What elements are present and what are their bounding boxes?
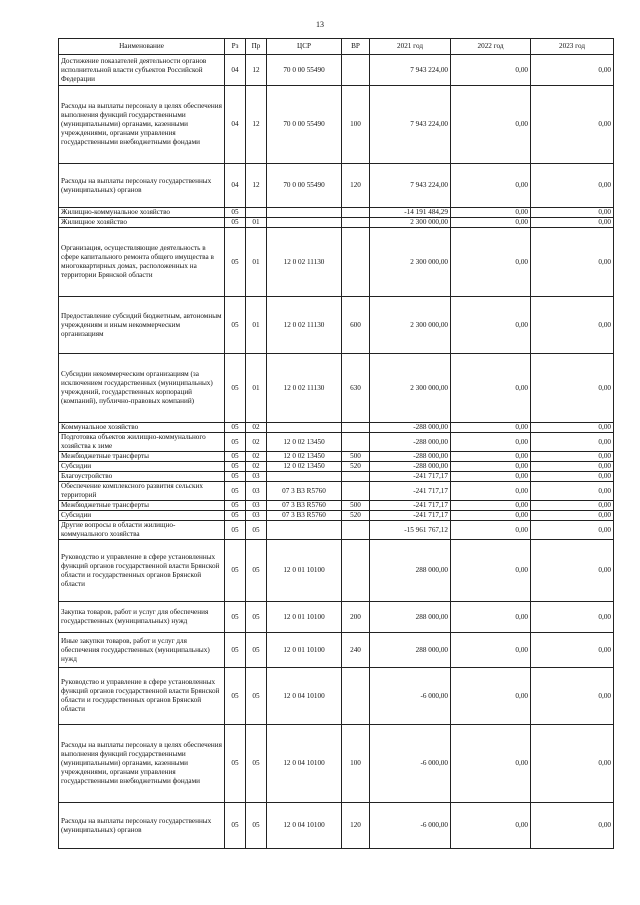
table-cell-vr: 120 [342, 164, 370, 208]
table-cell-name: Жилищно-коммунальное хозяйство [59, 208, 225, 218]
col-header-vr: ВР [342, 39, 370, 55]
table-row [59, 501, 614, 511]
table-cell-2023: 0,00 [531, 540, 614, 602]
table-cell-2021: -241 717,17 [370, 472, 451, 482]
table-cell-2023: 0,00 [531, 602, 614, 633]
col-header-2021: 2021 год [370, 39, 451, 55]
table-cell-name: Руководство и управление в сфере установленных функций органов государственной власти Брянской области и государственных органов Брянской области [59, 540, 225, 602]
table-cell-2022: 0,00 [451, 511, 531, 521]
table-cell-2021: -6 000,00 [370, 668, 451, 725]
table-cell-rz: 05 [225, 433, 246, 452]
col-header-csr: ЦСР [267, 39, 342, 55]
table-row [59, 482, 614, 501]
table-cell-2023: 0,00 [531, 452, 614, 462]
table-cell-2021: 2 300 000,00 [370, 297, 451, 354]
table-row [59, 208, 614, 218]
table-cell-name: Закупка товаров, работ и услуг для обеспечения государственных (муниципальных) нужд [59, 602, 225, 633]
table-cell-2023: 0,00 [531, 633, 614, 668]
table-cell-csr: 07 3 В3 R5760 [267, 501, 342, 511]
table-cell-pr: 05 [246, 633, 267, 668]
table-cell-csr: 12 0 04 10100 [267, 725, 342, 803]
table-cell-pr: 01 [246, 228, 267, 297]
table-cell-2021: -14 191 484,29 [370, 208, 451, 218]
table-cell-2023: 0,00 [531, 482, 614, 501]
table-cell-2023: 0,00 [531, 218, 614, 228]
table-cell-2021: 7 943 224,00 [370, 55, 451, 86]
table-cell-2021: -6 000,00 [370, 725, 451, 803]
table-cell-2022: 0,00 [451, 602, 531, 633]
table-cell-2022: 0,00 [451, 725, 531, 803]
table-cell-2021: 288 000,00 [370, 540, 451, 602]
table-cell-pr: 12 [246, 164, 267, 208]
table-cell-2022: 0,00 [451, 472, 531, 482]
table-cell-name: Достижение показателей деятельности органов исполнительной власти субъектов Российской Федерации [59, 55, 225, 86]
table-cell-rz: 04 [225, 86, 246, 164]
table-cell-2023: 0,00 [531, 297, 614, 354]
table-cell-name: Предоставление субсидий бюджетным, автономным учреждениям и иным некоммерческим организациям [59, 297, 225, 354]
table-cell-name: Другие вопросы в области жилищно-коммунального хозяйства [59, 521, 225, 540]
table-cell-2021: 2 300 000,00 [370, 354, 451, 423]
table-cell-2023: 0,00 [531, 521, 614, 540]
table-cell-name: Иные закупки товаров, работ и услуг для обеспечения государственных (муниципальных) нужд [59, 633, 225, 668]
table-cell-pr: 05 [246, 803, 267, 849]
table-cell-name: Организация, осуществляющие деятельность в сфере капитального ремонта общего имущества в многоквартирных домах, расположенных на территории Брянской области [59, 228, 225, 297]
table-cell-vr: 200 [342, 602, 370, 633]
table-cell-rz: 05 [225, 501, 246, 511]
table-cell-csr [267, 521, 342, 540]
table-cell-2021: -241 717,17 [370, 482, 451, 501]
table-cell-vr [342, 482, 370, 501]
table-cell-csr: 12 0 02 11130 [267, 297, 342, 354]
table-cell-csr: 12 0 02 13450 [267, 433, 342, 452]
table-cell-2022: 0,00 [451, 55, 531, 86]
table-cell-name: Межбюджетные трансферты [59, 501, 225, 511]
table-cell-pr: 01 [246, 354, 267, 423]
table-row [59, 55, 614, 86]
table-cell-rz: 05 [225, 208, 246, 218]
table-cell-rz: 05 [225, 511, 246, 521]
table-row [59, 423, 614, 433]
table-row [59, 511, 614, 521]
table-cell-pr: 01 [246, 297, 267, 354]
table-cell-pr: 01 [246, 218, 267, 228]
table-row [59, 540, 614, 602]
table-cell-2021: 288 000,00 [370, 602, 451, 633]
table-cell-2022: 0,00 [451, 218, 531, 228]
table-cell-vr [342, 540, 370, 602]
table-cell-pr: 05 [246, 521, 267, 540]
table-cell-2023: 0,00 [531, 423, 614, 433]
col-header-name: Наименование [59, 39, 225, 55]
table-cell-2022: 0,00 [451, 521, 531, 540]
table-cell-2021: -6 000,00 [370, 803, 451, 849]
table-cell-name: Расходы на выплаты персоналу в целях обеспечения выполнения функций государственными (муниципальными) органами, казенными учреждениями, органами управления государственными внебюджетными фондами [59, 86, 225, 164]
table-cell-2023: 0,00 [531, 55, 614, 86]
table-cell-name: Руководство и управление в сфере установленных функций органов государственной власти Брянской области и государственных органов Брянской области [59, 668, 225, 725]
table-cell-2021: -288 000,00 [370, 462, 451, 472]
table-cell-2021: 7 943 224,00 [370, 164, 451, 208]
table-cell-pr [246, 208, 267, 218]
table-row [59, 433, 614, 452]
table-cell-rz: 05 [225, 521, 246, 540]
table-cell-csr: 12 0 02 11130 [267, 354, 342, 423]
col-header-rz: Рз [225, 39, 246, 55]
table-cell-name: Межбюджетные трансферты [59, 452, 225, 462]
table-cell-2023: 0,00 [531, 511, 614, 521]
table-cell-2022: 0,00 [451, 86, 531, 164]
table-cell-rz: 05 [225, 472, 246, 482]
table-cell-2021: -15 961 767,12 [370, 521, 451, 540]
table-cell-rz: 04 [225, 55, 246, 86]
table-cell-pr: 03 [246, 501, 267, 511]
table-cell-pr: 05 [246, 540, 267, 602]
budget-table [58, 38, 614, 849]
table-cell-vr [342, 521, 370, 540]
table-cell-rz: 05 [225, 462, 246, 472]
table-cell-vr [342, 208, 370, 218]
page-number: 13 [316, 20, 324, 29]
table-cell-2023: 0,00 [531, 668, 614, 725]
table-cell-csr [267, 423, 342, 433]
table-cell-2022: 0,00 [451, 803, 531, 849]
table-cell-2022: 0,00 [451, 633, 531, 668]
table-cell-name: Благоустройство [59, 472, 225, 482]
table-cell-csr: 12 0 02 13450 [267, 462, 342, 472]
table-cell-csr: 70 0 00 55490 [267, 55, 342, 86]
table-cell-name: Подготовка объектов жилищно-коммунального хозяйства к зиме [59, 433, 225, 452]
table-cell-vr [342, 55, 370, 86]
table-row [59, 164, 614, 208]
table-cell-pr: 05 [246, 725, 267, 803]
table-cell-2021: -288 000,00 [370, 452, 451, 462]
table-cell-2021: 7 943 224,00 [370, 86, 451, 164]
table-row [59, 725, 614, 803]
table-cell-2023: 0,00 [531, 208, 614, 218]
table-cell-csr: 12 0 02 13450 [267, 452, 342, 462]
table-row [59, 452, 614, 462]
table-cell-pr: 03 [246, 482, 267, 501]
table-cell-2023: 0,00 [531, 462, 614, 472]
table-row [59, 228, 614, 297]
table-cell-2023: 0,00 [531, 86, 614, 164]
table-cell-2022: 0,00 [451, 297, 531, 354]
table-cell-name: Субсидии [59, 511, 225, 521]
table-cell-rz: 05 [225, 452, 246, 462]
table-cell-pr: 02 [246, 433, 267, 452]
table-cell-rz: 05 [225, 803, 246, 849]
table-cell-csr [267, 208, 342, 218]
table-cell-csr: 12 0 02 11130 [267, 228, 342, 297]
table-cell-name: Жилищное хозяйство [59, 218, 225, 228]
table-cell-2023: 0,00 [531, 433, 614, 452]
table-cell-vr [342, 423, 370, 433]
table-cell-rz: 05 [225, 602, 246, 633]
table-cell-rz: 05 [225, 354, 246, 423]
table-cell-2023: 0,00 [531, 803, 614, 849]
table-cell-rz: 05 [225, 297, 246, 354]
table-cell-vr: 120 [342, 803, 370, 849]
table-cell-2022: 0,00 [451, 668, 531, 725]
table-row [59, 297, 614, 354]
table-cell-2022: 0,00 [451, 462, 531, 472]
table-cell-rz: 05 [225, 482, 246, 501]
table-cell-pr: 05 [246, 668, 267, 725]
table-cell-2022: 0,00 [451, 208, 531, 218]
table-cell-rz: 05 [225, 423, 246, 433]
col-header-pr: Пр [246, 39, 267, 55]
table-header-row [59, 39, 614, 55]
table-cell-2021: -288 000,00 [370, 433, 451, 452]
table-cell-vr: 500 [342, 501, 370, 511]
table-cell-pr: 12 [246, 55, 267, 86]
table-cell-pr: 12 [246, 86, 267, 164]
table-cell-2021: 2 300 000,00 [370, 228, 451, 297]
table-row [59, 668, 614, 725]
table-cell-vr [342, 433, 370, 452]
table-cell-2023: 0,00 [531, 472, 614, 482]
table-cell-2022: 0,00 [451, 354, 531, 423]
table-cell-name: Субсидии некоммерческим организациям (за исключением государственных (муниципальных) учреждений, государственных корпораций (компаний), публично-правовых компаний) [59, 354, 225, 423]
table-cell-2022: 0,00 [451, 501, 531, 511]
table-cell-vr: 600 [342, 297, 370, 354]
table-cell-rz: 04 [225, 164, 246, 208]
table-cell-2021: 288 000,00 [370, 633, 451, 668]
table-cell-name: Субсидии [59, 462, 225, 472]
table-cell-csr: 07 3 В3 R5760 [267, 482, 342, 501]
table-row [59, 354, 614, 423]
table-cell-vr [342, 228, 370, 297]
table-cell-pr: 03 [246, 472, 267, 482]
table-cell-vr [342, 218, 370, 228]
table-cell-2021: -241 717,17 [370, 501, 451, 511]
table-cell-2023: 0,00 [531, 725, 614, 803]
table-cell-rz: 05 [225, 668, 246, 725]
table-cell-pr: 02 [246, 452, 267, 462]
table-cell-pr: 02 [246, 462, 267, 472]
table-cell-pr: 02 [246, 423, 267, 433]
table-cell-csr: 12 0 04 10100 [267, 668, 342, 725]
table-cell-rz: 05 [225, 633, 246, 668]
table-cell-name: Расходы на выплаты персоналу государственных (муниципальных) органов [59, 803, 225, 849]
table-cell-name: Коммунальное хозяйство [59, 423, 225, 433]
table-cell-vr: 520 [342, 462, 370, 472]
table-cell-pr: 05 [246, 602, 267, 633]
table-cell-2023: 0,00 [531, 164, 614, 208]
col-header-2022: 2022 год [451, 39, 531, 55]
table-cell-vr: 100 [342, 725, 370, 803]
table-cell-rz: 05 [225, 540, 246, 602]
col-header-2023: 2023 год [531, 39, 614, 55]
table-cell-2022: 0,00 [451, 423, 531, 433]
table-cell-2023: 0,00 [531, 501, 614, 511]
table-cell-csr: 12 0 01 10100 [267, 633, 342, 668]
table-cell-rz: 05 [225, 725, 246, 803]
table-row [59, 462, 614, 472]
table-cell-csr: 07 3 В3 R5760 [267, 511, 342, 521]
table-cell-2022: 0,00 [451, 452, 531, 462]
table-cell-csr: 12 0 01 10100 [267, 602, 342, 633]
table-cell-vr: 500 [342, 452, 370, 462]
table-row [59, 521, 614, 540]
table-cell-csr: 70 0 00 55490 [267, 86, 342, 164]
table-cell-rz: 05 [225, 218, 246, 228]
table-cell-2022: 0,00 [451, 540, 531, 602]
table-cell-2023: 0,00 [531, 354, 614, 423]
table-row [59, 633, 614, 668]
table-cell-csr: 12 0 04 10100 [267, 803, 342, 849]
table-row [59, 218, 614, 228]
table-cell-2022: 0,00 [451, 482, 531, 501]
table-cell-2021: -241 717,17 [370, 511, 451, 521]
table-cell-pr: 03 [246, 511, 267, 521]
table-cell-name: Расходы на выплаты персоналу в целях обеспечения выполнения функций государственными (муниципальными) органами, казенными учреждениями, органами управления государственными внебюджетными фондами [59, 725, 225, 803]
table-cell-name: Расходы на выплаты персоналу государственных (муниципальных) органов [59, 164, 225, 208]
table-cell-vr: 630 [342, 354, 370, 423]
table-cell-2022: 0,00 [451, 228, 531, 297]
table-cell-vr [342, 668, 370, 725]
table-cell-csr [267, 472, 342, 482]
table-row [59, 86, 614, 164]
table-cell-vr: 520 [342, 511, 370, 521]
table-cell-csr: 70 0 00 55490 [267, 164, 342, 208]
table-cell-vr [342, 472, 370, 482]
table-cell-name: Обеспечение комплексного развития сельских территорий [59, 482, 225, 501]
table-cell-csr: 12 0 01 10100 [267, 540, 342, 602]
table-cell-2022: 0,00 [451, 164, 531, 208]
table-cell-csr [267, 218, 342, 228]
table-cell-2022: 0,00 [451, 433, 531, 452]
table-cell-vr: 240 [342, 633, 370, 668]
table-cell-2021: -288 000,00 [370, 423, 451, 433]
table-cell-2021: 2 300 000,00 [370, 218, 451, 228]
table-row [59, 803, 614, 849]
table-row [59, 472, 614, 482]
table-cell-rz: 05 [225, 228, 246, 297]
table-cell-2023: 0,00 [531, 228, 614, 297]
table-row [59, 602, 614, 633]
table-cell-vr: 100 [342, 86, 370, 164]
